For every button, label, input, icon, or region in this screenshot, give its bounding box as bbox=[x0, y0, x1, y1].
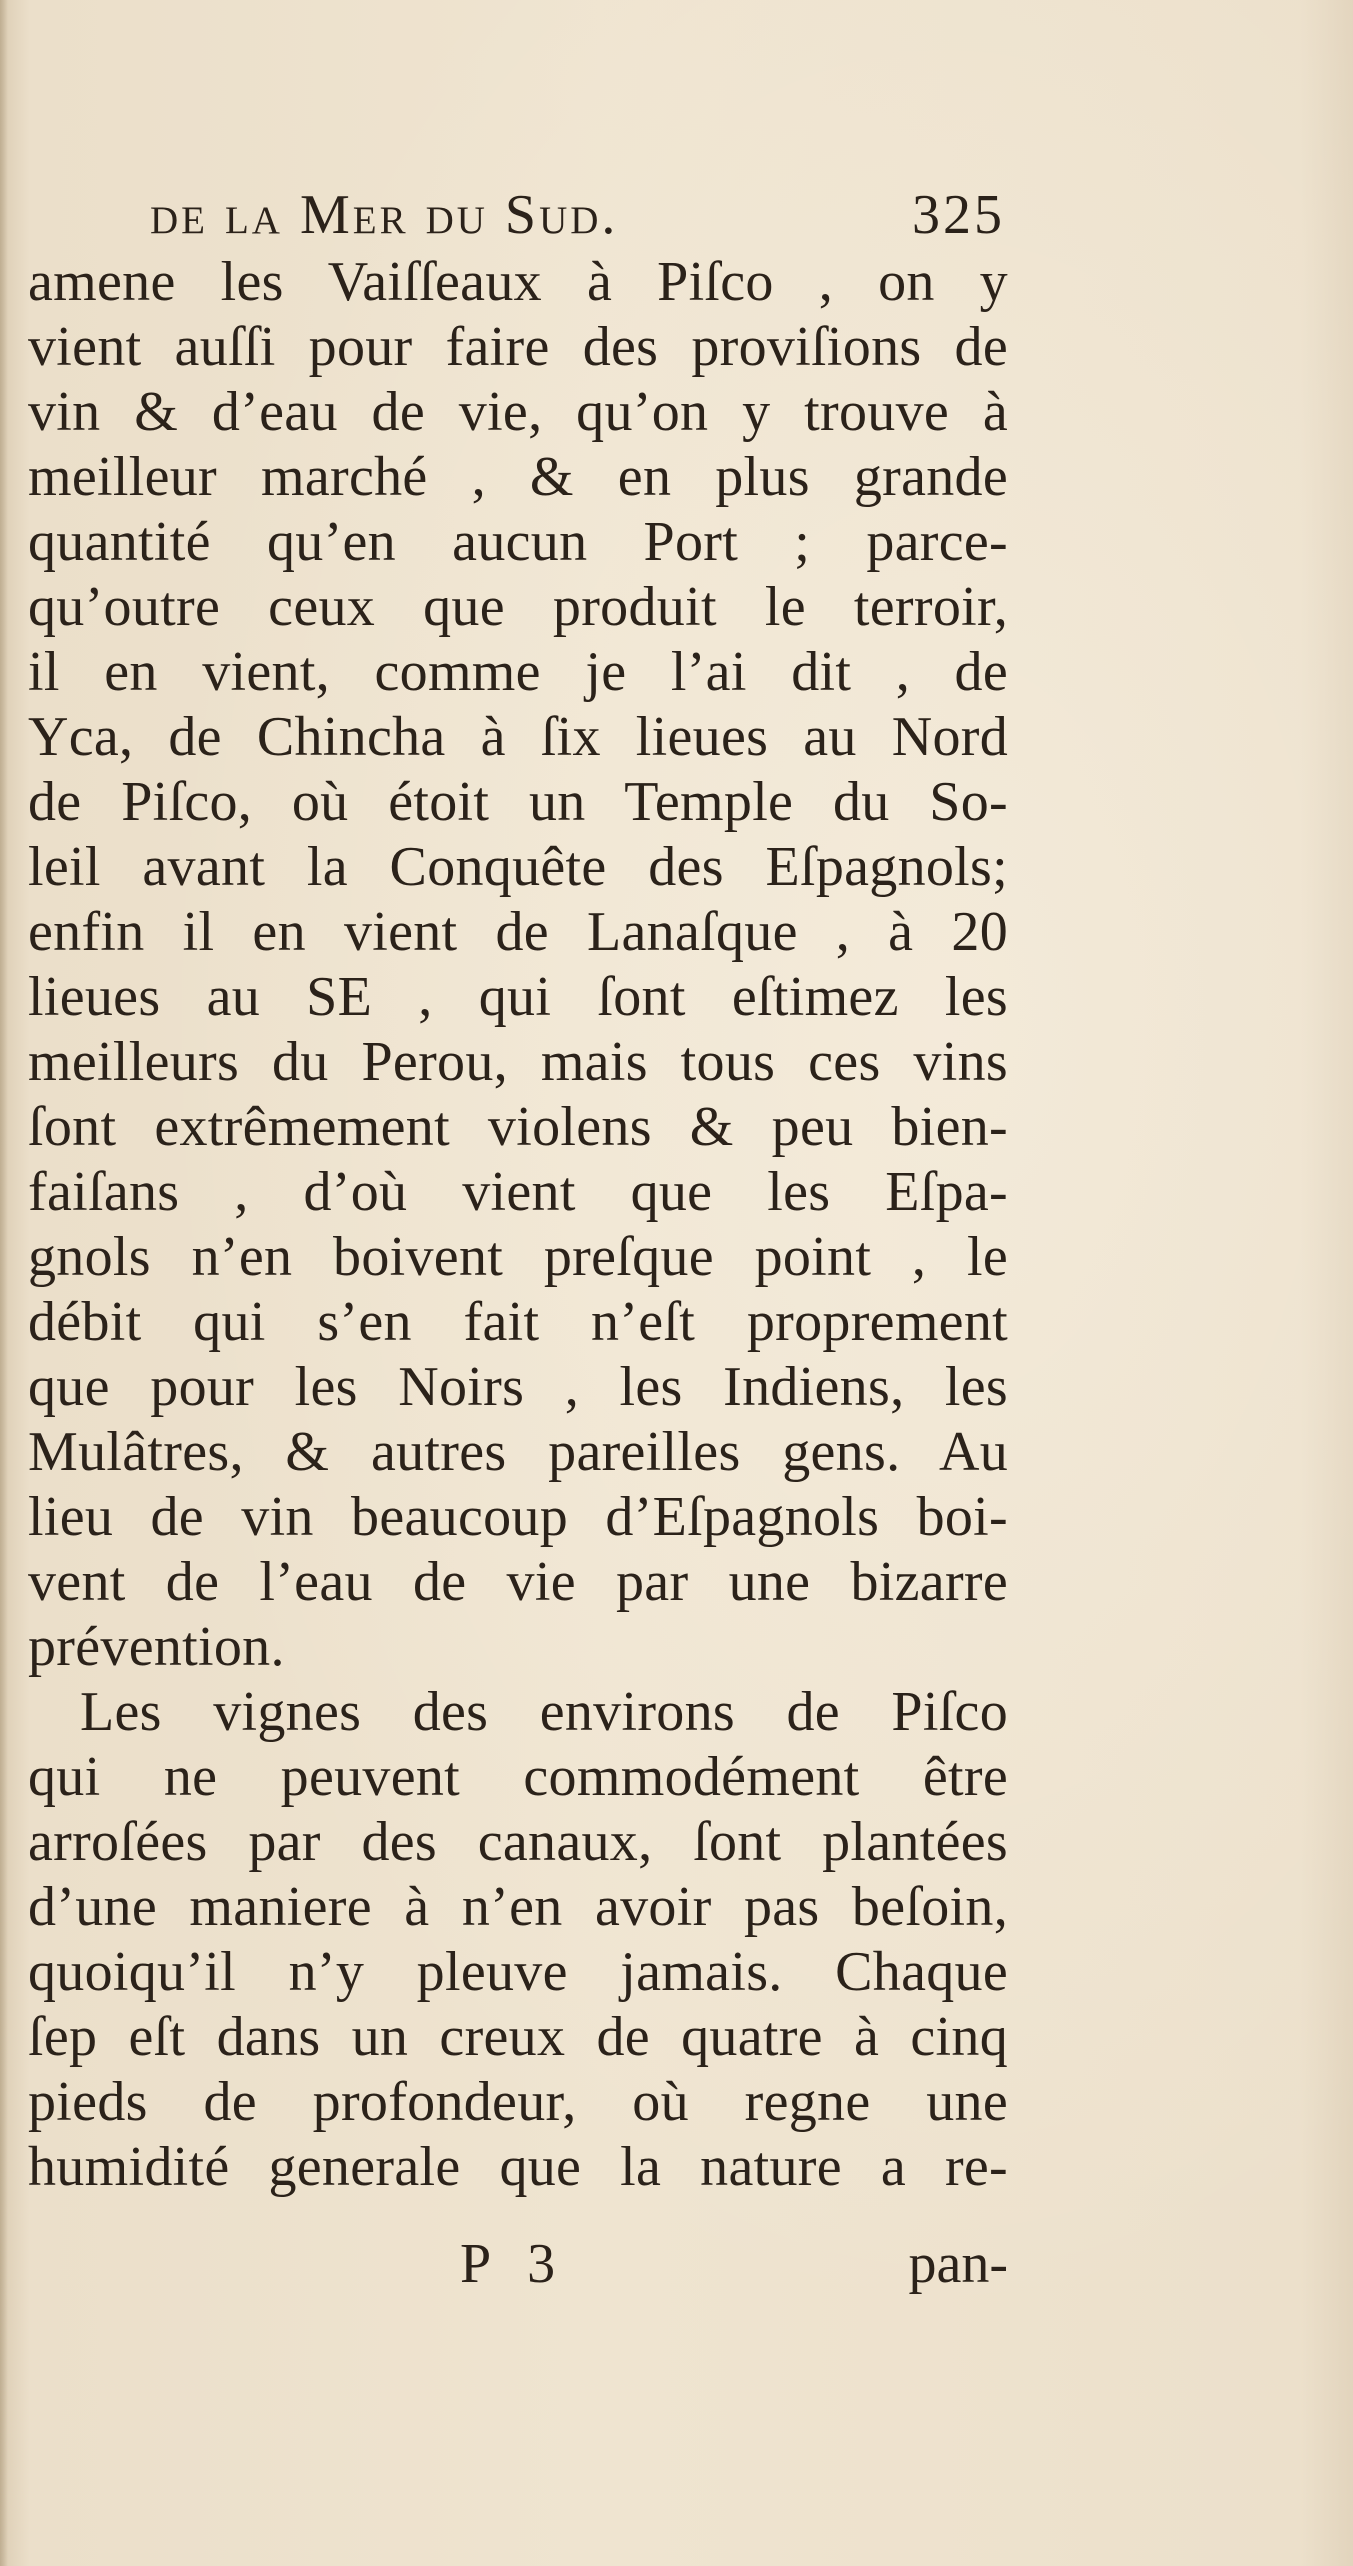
text-line: vent de l’eau de vie par une bizarre bbox=[28, 1551, 1008, 1613]
body-text bbox=[28, 250, 1008, 2200]
text-line: quantité qu’en aucun Port ; parce- bbox=[28, 511, 1008, 573]
text-line: pieds de profondeur, où regne une bbox=[28, 2071, 1008, 2133]
text-line: qu’outre ceux que produit le terroir, bbox=[28, 576, 1008, 638]
text-line: quoiqu’il n’y pleuve jamais. Chaque bbox=[28, 1941, 1008, 2003]
text-line: lieues au SE , qui ſont eſtimez les bbox=[28, 966, 1008, 1028]
text-line: ſont extrêmement violens & peu bien- bbox=[28, 1096, 1008, 1158]
text-line: vin & d’eau de vie, qu’on y trouve à bbox=[28, 381, 1008, 443]
text-line: gnols n’en boivent preſque point , le bbox=[28, 1226, 1008, 1288]
catchword: pan- bbox=[908, 2233, 1008, 2295]
text-line: Les vignes des environs de Piſco bbox=[80, 1681, 1008, 1743]
page-footer bbox=[28, 2229, 1008, 2299]
text-line: amene les Vaiſſeaux à Piſco , on y bbox=[28, 251, 1008, 313]
text-line: meilleur marché , & en plus grande bbox=[28, 446, 1008, 508]
text-line: Mulâtres, & autres pareilles gens. Au bbox=[28, 1421, 1008, 1483]
text-line: humidité generale que la nature a re- bbox=[28, 2136, 1008, 2198]
page-gutter-shadow bbox=[0, 0, 8, 2566]
text-line: leil avant la Conquête des Eſpagnols; bbox=[28, 836, 1008, 898]
text-line: que pour les Noirs , les Indiens, les bbox=[28, 1356, 1008, 1418]
text-line: arroſées par des canaux, ſont plantées bbox=[28, 1811, 1008, 1873]
text-line: d’une maniere à n’en avoir pas beſoin, bbox=[28, 1876, 1008, 1938]
page-number: 325 bbox=[912, 184, 1005, 246]
text-line: il en vient, comme je l’ai dit , de bbox=[28, 641, 1008, 703]
text-line: débit qui s’en fait n’eſt proprement bbox=[28, 1291, 1008, 1353]
text-line: faiſans , d’où vient que les Eſpa- bbox=[28, 1161, 1008, 1223]
text-line: enfin il en vient de Lanaſque , à 20 bbox=[28, 901, 1008, 963]
running-title: de la Mer du Sud. bbox=[150, 184, 619, 246]
text-line: de Piſco, où étoit un Temple du So- bbox=[28, 771, 1008, 833]
text-line: ſep eſt dans un creux de quatre à cinq bbox=[28, 2006, 1008, 2068]
text-line: meilleurs du Perou, mais tous ces vins bbox=[28, 1031, 1008, 1093]
text-line: lieu de vin beaucoup d’Eſpagnols boi- bbox=[28, 1486, 1008, 1548]
signature-mark: P 3 bbox=[460, 2233, 568, 2295]
text-line: vient auſſi pour faire des proviſions de bbox=[28, 316, 1008, 378]
text-line: Yca, de Chincha à ſix lieues au Nord bbox=[28, 706, 1008, 768]
running-header bbox=[150, 180, 1005, 250]
text-line: prévention. bbox=[28, 1616, 285, 1678]
text-line: qui ne peuvent commodément être bbox=[28, 1746, 1008, 1808]
